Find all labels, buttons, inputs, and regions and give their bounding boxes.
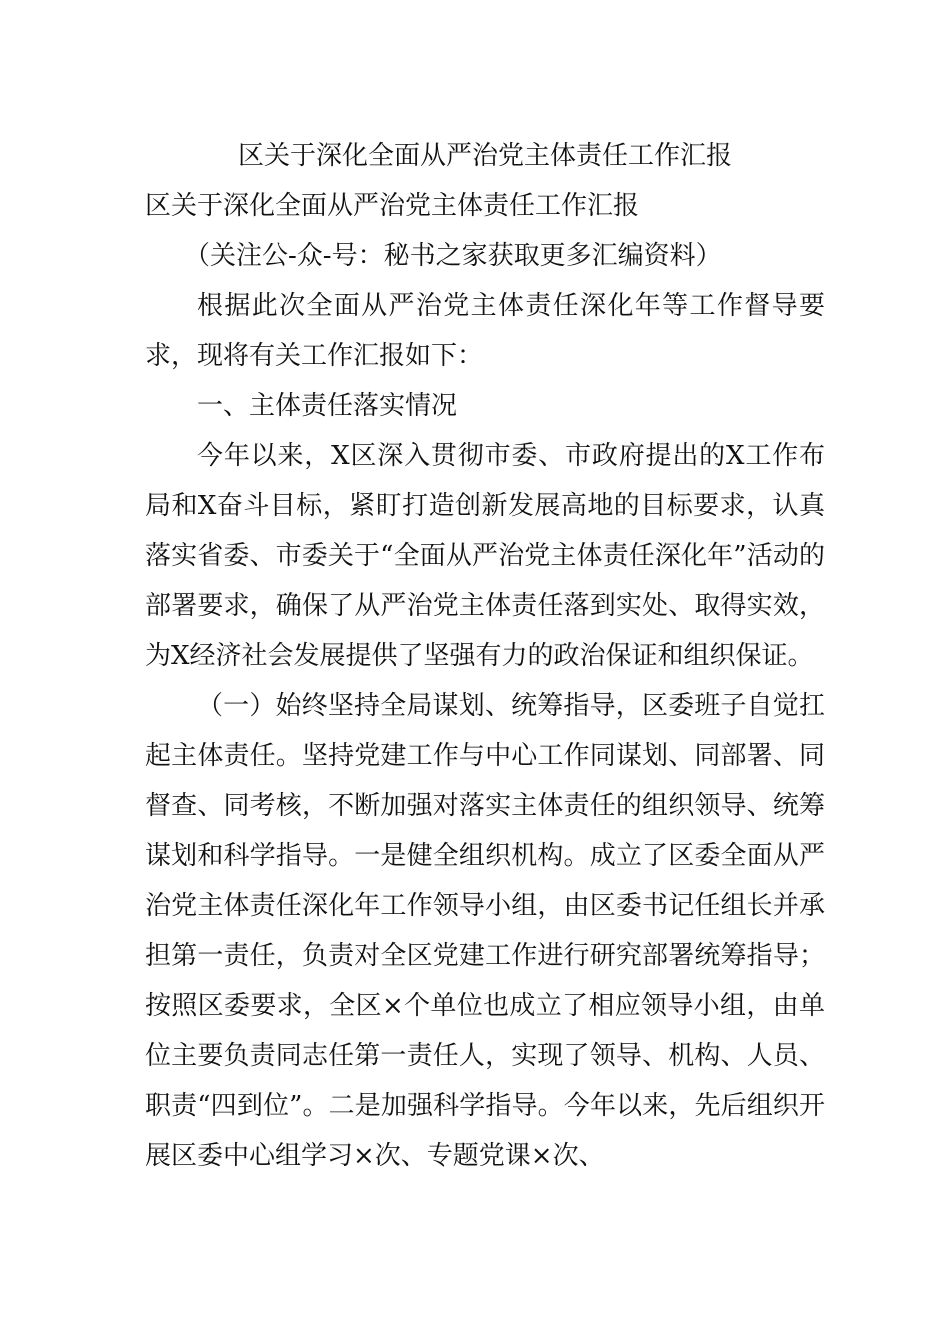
section-heading-1: 一、主体责任落实情况: [197, 391, 458, 421]
paragraph-subsection-1: （一）始终坚持全局谋划、统筹指导，区委班子自觉扛起主体责任。坚持党建工作与中心工作同谋划、同部署、同督查、同考核，不断加强对落实主体责任的组织领导、统筹谋划和科学指导。一是健全组织机构。成立了区委全面从严治党主体责任深化年工作领导小组，由区委书记任组长并承担第一责任，负责对全区党建工作进行研究部署统筹指导；按照区委要求，全区×个单位也成立了相应领导小组，由单位主要负责同志任第一责任人，实现了领导、机构、人员、职责“四到位”。二是加强科学指导。今年以来，先后组织开展区委中心组学习×次、专题党课×次、: [145, 691, 825, 1171]
paragraph-intro: 根据此次全面从严治党主体责任深化年等工作督导要求，现将有关工作汇报如下：: [145, 291, 825, 371]
document-body: [145, 131, 825, 1181]
paragraph-overview: 今年以来，X区深入贯彻市委、市政府提出的X工作布局和X奋斗目标，紧盯打造创新发展高地的目标要求，认真落实省委、市委关于“全面从严治党主体责任深化年”活动的部署要求，确保了从严治党主体责任落到实处、取得实效，为X经济社会发展提供了坚强有力的政治保证和组织保证。: [145, 441, 825, 671]
document-title: 区关于深化全面从严治党主体责任工作汇报: [237, 141, 732, 171]
source-note: （关注公-众-号：秘书之家获取更多汇编资料）: [184, 241, 722, 271]
document-title-repeat: 区关于深化全面从严治党主体责任工作汇报: [145, 191, 640, 221]
